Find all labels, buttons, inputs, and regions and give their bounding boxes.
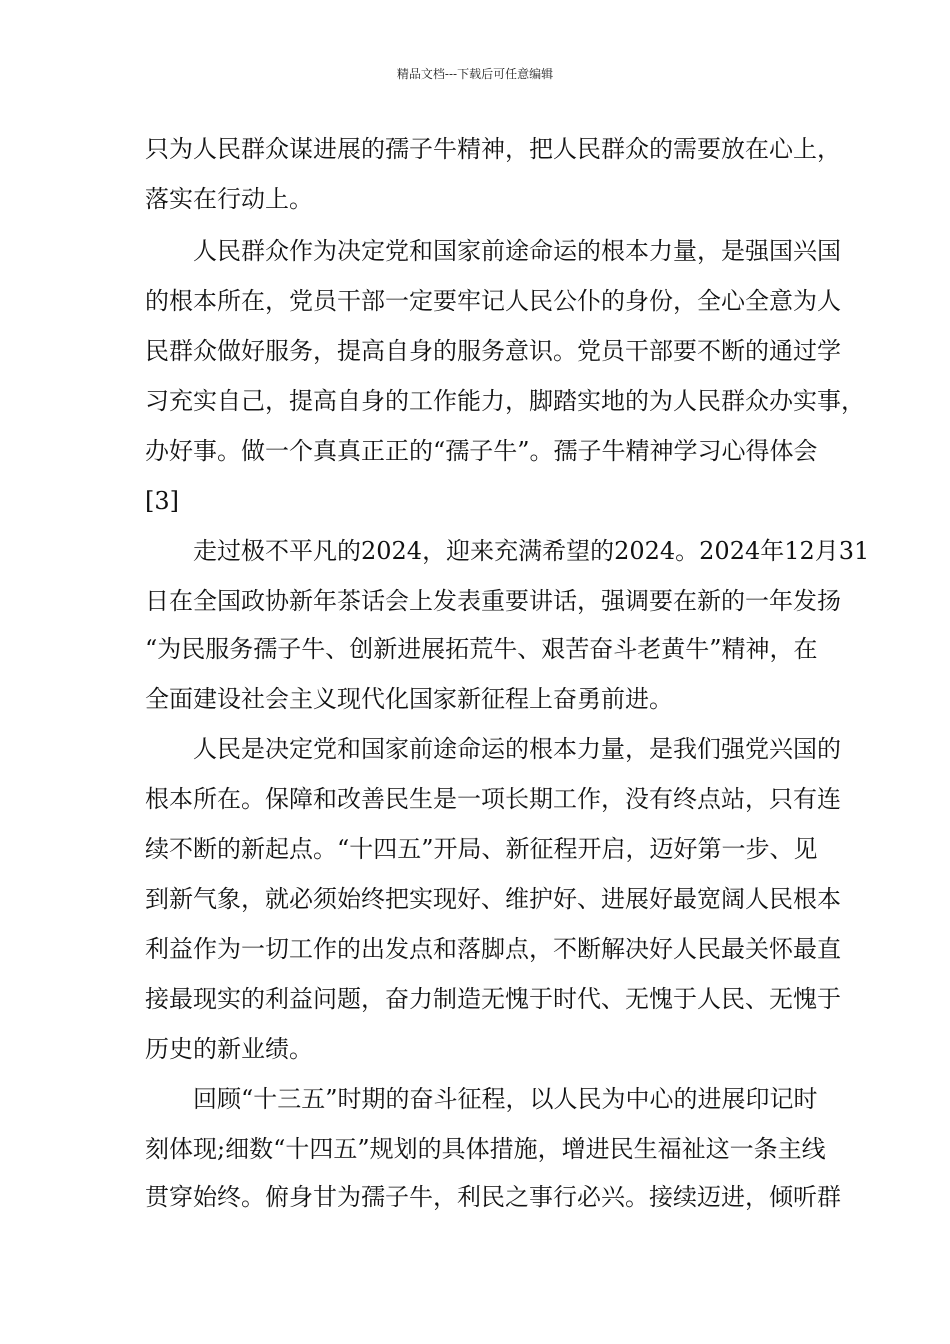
page-header: 精品文档---下载后可任意编辑: [396, 67, 554, 81]
body-line: 到新气象，就必须始终把实现好、维护好、进展好最宽阔人民根本: [145, 885, 841, 913]
body-line: 利益作为一切工作的出发点和落脚点，不断解决好人民最关怀最直: [145, 935, 841, 963]
body-line: “为民服务孺子牛、创新进展拓荒牛、艰苦奋斗老黄牛”精神，在: [145, 635, 818, 663]
body-line: 只为人民群众谋进展的孺子牛精神，把人民群众的需要放在心上，: [145, 135, 841, 163]
body-line: 的根本所在，党员干部一定要牢记人民公仆的身份，全心全意为人: [145, 287, 841, 315]
body-line: 续不断的新起点。“十四五”开局、新征程开启，迈好第一步、见: [145, 835, 818, 863]
body-line: 全面建设社会主义现代化国家新征程上奋勇前进。: [145, 685, 673, 713]
body-line: 习充实自己，提高自身的工作能力，脚踏实地的为人民群众办实事，: [145, 387, 865, 415]
body-line: 根本所在。保障和改善民生是一项长期工作，没有终点站，只有连: [145, 785, 841, 813]
body-line: 回顾“十三五”时期的奋斗征程，以人民为中心的进展印记时: [145, 1085, 818, 1113]
body-line: 落实在行动上。: [145, 185, 313, 213]
body-line: 人民群众作为决定党和国家前途命运的根本力量，是强国兴国: [145, 237, 841, 265]
body-line: [3]: [145, 487, 179, 515]
body-line: 刻体现;细数“十四五”规划的具体措施，增进民生福祉这一条主线: [145, 1135, 826, 1163]
body-line: 民群众做好服务，提高自身的服务意识。党员干部要不断的通过学: [145, 337, 841, 365]
body-line: 历史的新业绩。: [145, 1035, 313, 1063]
body-line: 走过极不平凡的2024，迎来充满希望的2024。2024年12月31: [145, 537, 870, 565]
body-line: 办好事。做一个真真正正的“孺子牛”。孺子牛精神学习心得体会: [145, 437, 818, 465]
body-line: 接最现实的利益问题，奋力制造无愧于时代、无愧于人民、无愧于: [145, 985, 841, 1013]
body-line: 人民是决定党和国家前途命运的根本力量，是我们强党兴国的: [145, 735, 841, 763]
body-line: 日在全国政协新年茶话会上发表重要讲话，强调要在新的一年发扬: [145, 587, 841, 615]
body-line: 贯穿始终。俯身甘为孺子牛，利民之事行必兴。接续迈进，倾听群: [145, 1183, 841, 1211]
